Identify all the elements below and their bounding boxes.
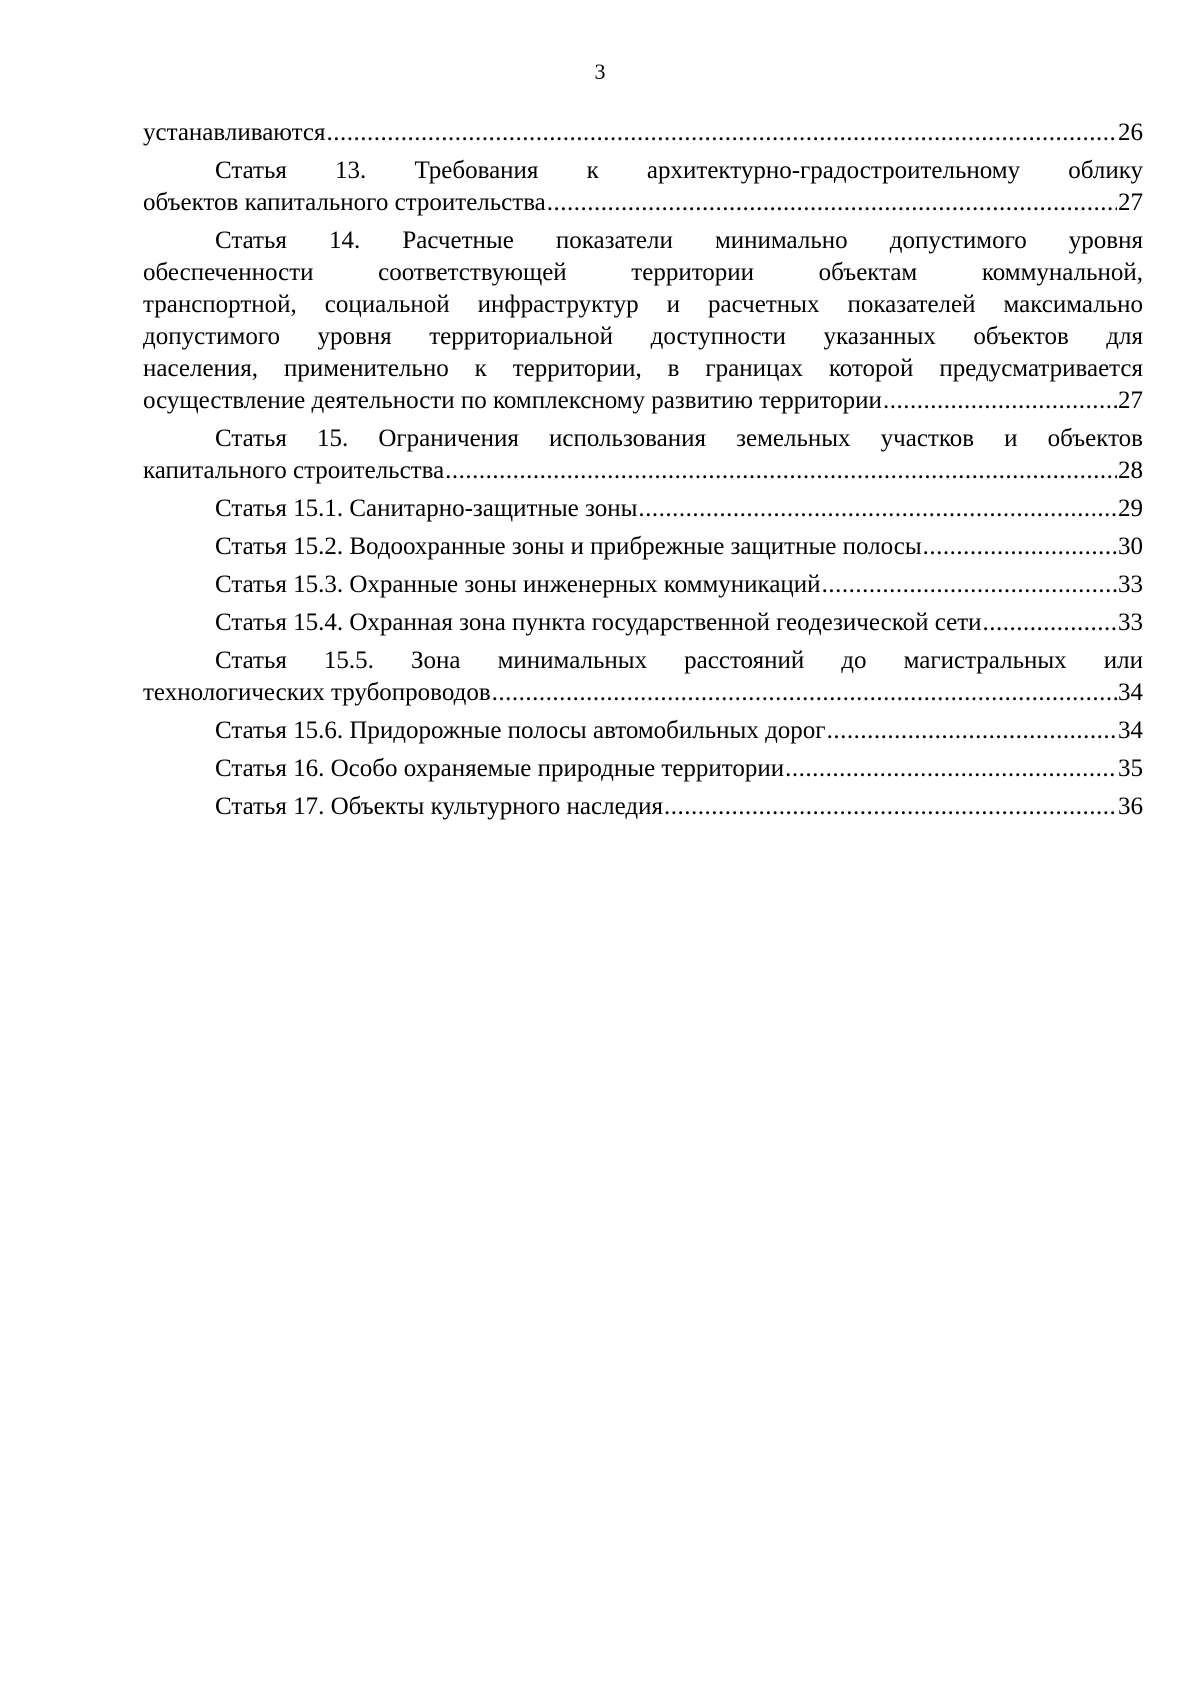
toc-entry-last-line (143, 117, 1143, 149)
toc-entry (143, 753, 1143, 785)
toc-entry-title: Статья 15.6. Придорожные полосы автомобильных дорог (215, 717, 826, 744)
toc-page-ref: 27 (1118, 387, 1143, 414)
toc-entry (143, 645, 1143, 709)
dot-leader (822, 569, 1117, 601)
toc-entry-title: объектов капитального строительства (143, 189, 546, 216)
toc-page-ref: 33 (1118, 609, 1143, 636)
toc-entry-last-line (143, 385, 1143, 417)
toc-entry-last-line (143, 455, 1143, 487)
dot-leader (638, 493, 1117, 525)
toc-entry-title: Статья 15.1. Санитарно-защитные зоны (215, 495, 638, 522)
toc-entry-line: транспортной, социальной инфраструктур и расчетных показателей максимально (143, 291, 1143, 318)
toc-page-ref: 36 (1118, 793, 1143, 820)
toc-entry-line: населения, применительно к территории, в границах которой предусматривается (143, 355, 1143, 382)
dot-leader (827, 715, 1117, 747)
toc-entry-line: Статья 15. Ограничения использования земельных участков и объектов (215, 425, 1143, 452)
table-of-contents (143, 117, 1143, 829)
dot-leader (492, 677, 1117, 709)
toc-entry-title: осуществление деятельности по комплексному развитию территории (143, 387, 882, 414)
toc-entry-title: устанавливаются (143, 119, 326, 146)
dot-leader (983, 607, 1117, 639)
dot-leader (883, 385, 1117, 417)
toc-entry-last-line (143, 753, 1143, 785)
toc-page-ref: 34 (1118, 717, 1143, 744)
toc-entry-line: допустимого уровня территориальной доступности указанных объектов для (143, 323, 1143, 350)
dot-leader (785, 753, 1117, 785)
toc-entry (143, 493, 1143, 525)
toc-entry-title: Статья 15.2. Водоохранные зоны и прибрежные защитные полосы (215, 533, 922, 560)
toc-entry-last-line (143, 607, 1143, 639)
toc-page-ref: 35 (1118, 755, 1143, 782)
toc-page-ref: 33 (1118, 571, 1143, 598)
toc-entry-line: Статья 13. Требования к архитектурно-градостроительному облику (215, 157, 1143, 184)
toc-entry-last-line (143, 187, 1143, 219)
toc-entry-last-line (143, 791, 1143, 823)
toc-entry-last-line (143, 677, 1143, 709)
toc-page-ref: 27 (1118, 189, 1143, 216)
dot-leader (445, 455, 1117, 487)
toc-page-ref: 26 (1118, 119, 1143, 146)
toc-entry-last-line (143, 531, 1143, 563)
toc-entry (143, 155, 1143, 219)
toc-entry (143, 423, 1143, 487)
toc-entry-title: Статья 15.3. Охранные зоны инженерных коммуникаций (215, 571, 821, 598)
dot-leader (923, 531, 1117, 563)
toc-entry-title: капитального строительства (143, 457, 445, 484)
toc-page-ref: 28 (1118, 457, 1143, 484)
toc-entry (143, 569, 1143, 601)
toc-entry (143, 791, 1143, 823)
toc-page-ref: 34 (1118, 679, 1143, 706)
toc-entry-last-line (143, 715, 1143, 747)
toc-entry-line: Статья 14. Расчетные показатели минимально допустимого уровня (215, 227, 1143, 254)
toc-entry (143, 531, 1143, 563)
toc-page-ref: 30 (1118, 533, 1143, 560)
dot-leader (326, 117, 1117, 149)
toc-entry-last-line (143, 569, 1143, 601)
page-number: 3 (594, 59, 606, 84)
toc-page-ref: 29 (1118, 495, 1143, 522)
dot-leader (664, 791, 1117, 823)
toc-entry (143, 117, 1143, 149)
toc-entry-title: Статья 17. Объекты культурного наследия (215, 793, 663, 820)
dot-leader (547, 187, 1117, 219)
toc-entry (143, 225, 1143, 417)
toc-entry-title: технологических трубопроводов (143, 679, 491, 706)
toc-entry-line: Статья 15.5. Зона минимальных расстояний до магистральных или (215, 647, 1143, 674)
toc-entry (143, 607, 1143, 639)
toc-entry (143, 715, 1143, 747)
toc-entry-last-line (143, 493, 1143, 525)
toc-entry-title: Статья 16. Особо охраняемые природные территории (215, 755, 785, 782)
toc-entry-title: Статья 15.4. Охранная зона пункта государственной геодезической сети (215, 609, 982, 636)
toc-entry-line: обеспеченности соответствующей территории объектам коммунальной, (143, 259, 1143, 286)
